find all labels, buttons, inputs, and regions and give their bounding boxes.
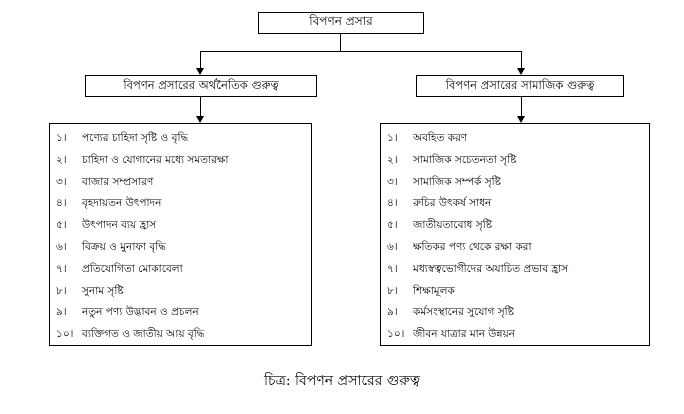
connector-title-down xyxy=(340,34,341,51)
list-item xyxy=(387,128,643,150)
right-heading: বিপণন প্রসারের সামাজিক গুরুত্ব xyxy=(445,77,595,92)
list-item xyxy=(56,237,305,259)
list-item xyxy=(56,281,305,303)
item-text: রুচির উৎকর্ষ সাধন xyxy=(413,197,492,210)
item-number: ৯। xyxy=(56,306,67,319)
item-text: সুনাম সৃষ্টি xyxy=(82,284,124,297)
item-text: ব্যক্তিগত ও জাতীয় আয় বৃদ্ধি xyxy=(82,328,205,341)
item-number: ১০। xyxy=(387,328,405,341)
list-item xyxy=(387,259,643,281)
left-heading: বিপণন প্রসারের অর্থনৈতিক গুরুত্ব xyxy=(123,77,279,92)
item-number: ৯। xyxy=(387,306,398,319)
item-text: উৎপাদন ব্যয় হ্রাস xyxy=(82,219,157,232)
list-item xyxy=(56,215,305,237)
item-text: বৃহদায়তন উৎপাদন xyxy=(82,197,162,210)
list-item xyxy=(387,215,643,237)
item-number: ৭। xyxy=(387,262,398,275)
connector-horizontal xyxy=(200,51,522,52)
arrow-left-heading xyxy=(196,68,204,75)
list-item xyxy=(56,259,305,281)
item-text: বিক্রয় ও মুনাফা বৃদ্ধি xyxy=(82,240,166,253)
item-number: ৬। xyxy=(56,240,67,253)
list-item xyxy=(387,150,643,172)
arrow-left-list xyxy=(196,116,204,123)
item-text: মধ্যস্বত্বভোগীদের অযাচিত প্রভাব হ্রাস xyxy=(413,262,569,275)
item-number: ৮। xyxy=(56,284,67,297)
arrow-right-list xyxy=(517,116,525,123)
item-number: ১। xyxy=(387,132,398,144)
item-number: ১। xyxy=(56,132,67,144)
left-list-box xyxy=(49,123,312,346)
item-number: ৩। xyxy=(56,175,67,188)
item-number: ৪। xyxy=(387,197,398,210)
item-text: নতুন পণ্য উদ্ভাবন ও প্রচলন xyxy=(82,306,199,319)
item-text: ক্ষতিকর পণ্য থেকে রক্ষা করা xyxy=(413,240,532,253)
right-heading-box xyxy=(416,75,624,97)
connector-left-down xyxy=(200,51,201,69)
list-item xyxy=(56,302,305,324)
item-number: ২। xyxy=(387,153,398,166)
item-text: পণ্যের চাহিদা সৃষ্টি ও বৃদ্ধি xyxy=(82,132,189,144)
connector-right-down xyxy=(521,51,522,69)
social-importance-list xyxy=(387,128,643,346)
item-text: সামাজিক সচেতনতা সৃষ্টি xyxy=(413,153,517,166)
item-text: শিক্ষামূলক xyxy=(413,284,455,297)
item-text: চাহিদা ও যোগানের মধ্যে সমতারক্ষা xyxy=(82,153,229,166)
item-number: ১০। xyxy=(56,328,74,341)
item-number: ৫। xyxy=(56,219,67,232)
list-item xyxy=(387,302,643,324)
list-item xyxy=(387,172,643,194)
item-number: ৫। xyxy=(387,219,398,232)
item-number: ৭। xyxy=(56,262,67,275)
list-item xyxy=(56,150,305,172)
list-item xyxy=(56,193,305,215)
diagram-title-box xyxy=(258,12,424,34)
list-item xyxy=(387,193,643,215)
item-number: ৬। xyxy=(387,240,398,253)
item-number: ৩। xyxy=(387,175,398,188)
list-item xyxy=(56,324,305,346)
item-text: অবহিত করণ xyxy=(413,132,468,144)
list-item xyxy=(56,128,305,150)
list-item xyxy=(387,237,643,259)
right-list-box xyxy=(380,123,650,346)
item-number: ২। xyxy=(56,153,67,166)
item-text: জাতীয়তাবোধ সৃষ্টি xyxy=(413,219,492,232)
item-text: বাজার সম্প্রসারণ xyxy=(82,175,154,188)
item-text: সামাজিক সম্পর্ক সৃষ্টি xyxy=(413,175,501,188)
left-heading-box xyxy=(85,75,317,97)
list-item xyxy=(387,281,643,303)
item-number: ৪। xyxy=(56,197,67,210)
arrow-right-heading xyxy=(517,68,525,75)
item-number: ৮। xyxy=(387,284,398,297)
economic-importance-list xyxy=(56,128,305,346)
diagram-title: বিপণন প্রসার xyxy=(309,14,373,28)
connector-left-list xyxy=(200,97,201,117)
figure-caption: চিত্র: বিপণন প্রসারের গুরুত্ব xyxy=(264,373,420,389)
item-text: প্রতিযোগিতা মোকাবেলা xyxy=(82,262,183,275)
list-item xyxy=(56,172,305,194)
connector-right-list xyxy=(521,97,522,117)
list-item xyxy=(387,324,643,346)
item-text: জীবন যাত্রার মান উন্নয়ন xyxy=(413,328,515,341)
item-text: কর্মসংস্থানের সুযোগ সৃষ্টি xyxy=(413,306,514,319)
